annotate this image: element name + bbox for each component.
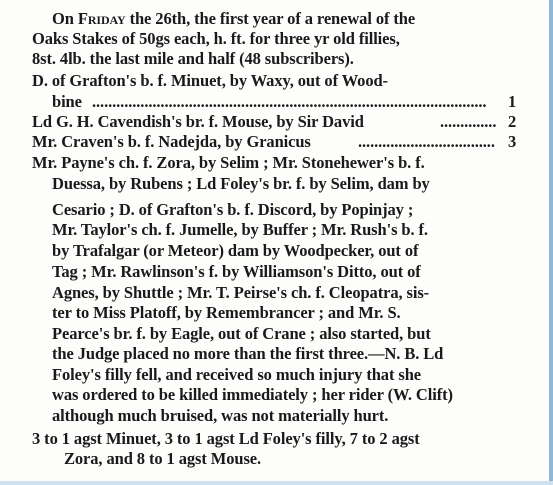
betting-line-2: Zora, and 8 to 1 agst Mouse. xyxy=(64,449,262,468)
also-ran-line-4: Mr. Taylor's ch. f. Jumelle, by Buffer ; Mr. Rush's b. f. xyxy=(52,220,428,239)
intro-line-2: Oaks Stakes of 50gs each, h. ft. for three yr old fillies, xyxy=(32,29,400,48)
intro-post: the 26th, the first year of a renewal of the xyxy=(125,9,416,28)
also-ran-line-7: Agnes, by Shuttle ; Mr. T. Peirse's ch. f. Cleopatra, sis- xyxy=(52,283,430,302)
dot-leader: .................................. xyxy=(358,132,495,151)
dot-leader: .................................................................................................. xyxy=(92,92,487,111)
intro-line-3: 8st. 4lb. the last mile and half (48 subscribers). xyxy=(32,49,354,68)
placing-2-line: Ld G. H. Cavendish's br. f. Mouse, by Sir David xyxy=(32,112,364,131)
placing-1-line-2 xyxy=(52,91,82,112)
also-ran-line-2: Duessa, by Rubens ; Ld Foley's br. f. by Selim, dam by xyxy=(52,174,430,193)
also-ran-line-6: Tag ; Mr. Rawlinson's f. by Williamson's Ditto, out of xyxy=(52,262,421,281)
intro-line-1 xyxy=(52,8,415,29)
placing-3-number: 3 xyxy=(508,132,517,151)
placing-1-tail: bine xyxy=(52,92,82,111)
also-ran-line-1: Mr. Payne's ch. f. Zora, by Selim ; Mr. Stonehewer's b. f. xyxy=(32,153,425,172)
also-ran-line-9: Pearce's br. f. by Eagle, out of Crane ; also started, but xyxy=(52,324,431,343)
also-ran-line-8: ter to Miss Platoff, by Remembrancer ; and Mr. S. xyxy=(52,303,401,322)
intro-pre: On xyxy=(52,9,78,28)
intro-day: Friday xyxy=(77,9,126,28)
placing-2-number: 2 xyxy=(508,112,517,131)
dot-leader: .............. xyxy=(440,112,497,131)
also-ran-line-11: Foley's filly fell, and received so much injury that she xyxy=(52,365,421,384)
placing-1-number: 1 xyxy=(508,92,517,111)
page-edge xyxy=(549,0,553,485)
page-edge xyxy=(0,481,553,485)
betting-line-1: 3 to 1 agst Minuet, 3 to 1 agst Ld Foley's filly, 7 to 2 agst xyxy=(32,429,420,448)
also-ran-line-5: by Trafalgar (or Meteor) dam by Woodpecker, out of xyxy=(52,241,419,260)
also-ran-line-10: the Judge placed no more than the first three.—N. B. Ld xyxy=(52,344,444,363)
placing-3-line: Mr. Craven's b. f. Nadejda, by Granicus xyxy=(32,132,311,151)
also-ran-line-12: was ordered to be killed immediately ; her rider (W. Clift) xyxy=(52,385,453,404)
placing-1-line-1: D. of Grafton's b. f. Minuet, by Waxy, out of Wood- xyxy=(32,71,388,90)
also-ran-line-13: although much bruised, was not materially hurt. xyxy=(52,406,389,425)
also-ran-line-3: Cesario ; D. of Grafton's b. f. Discord, by Popinjay ; xyxy=(52,200,414,219)
